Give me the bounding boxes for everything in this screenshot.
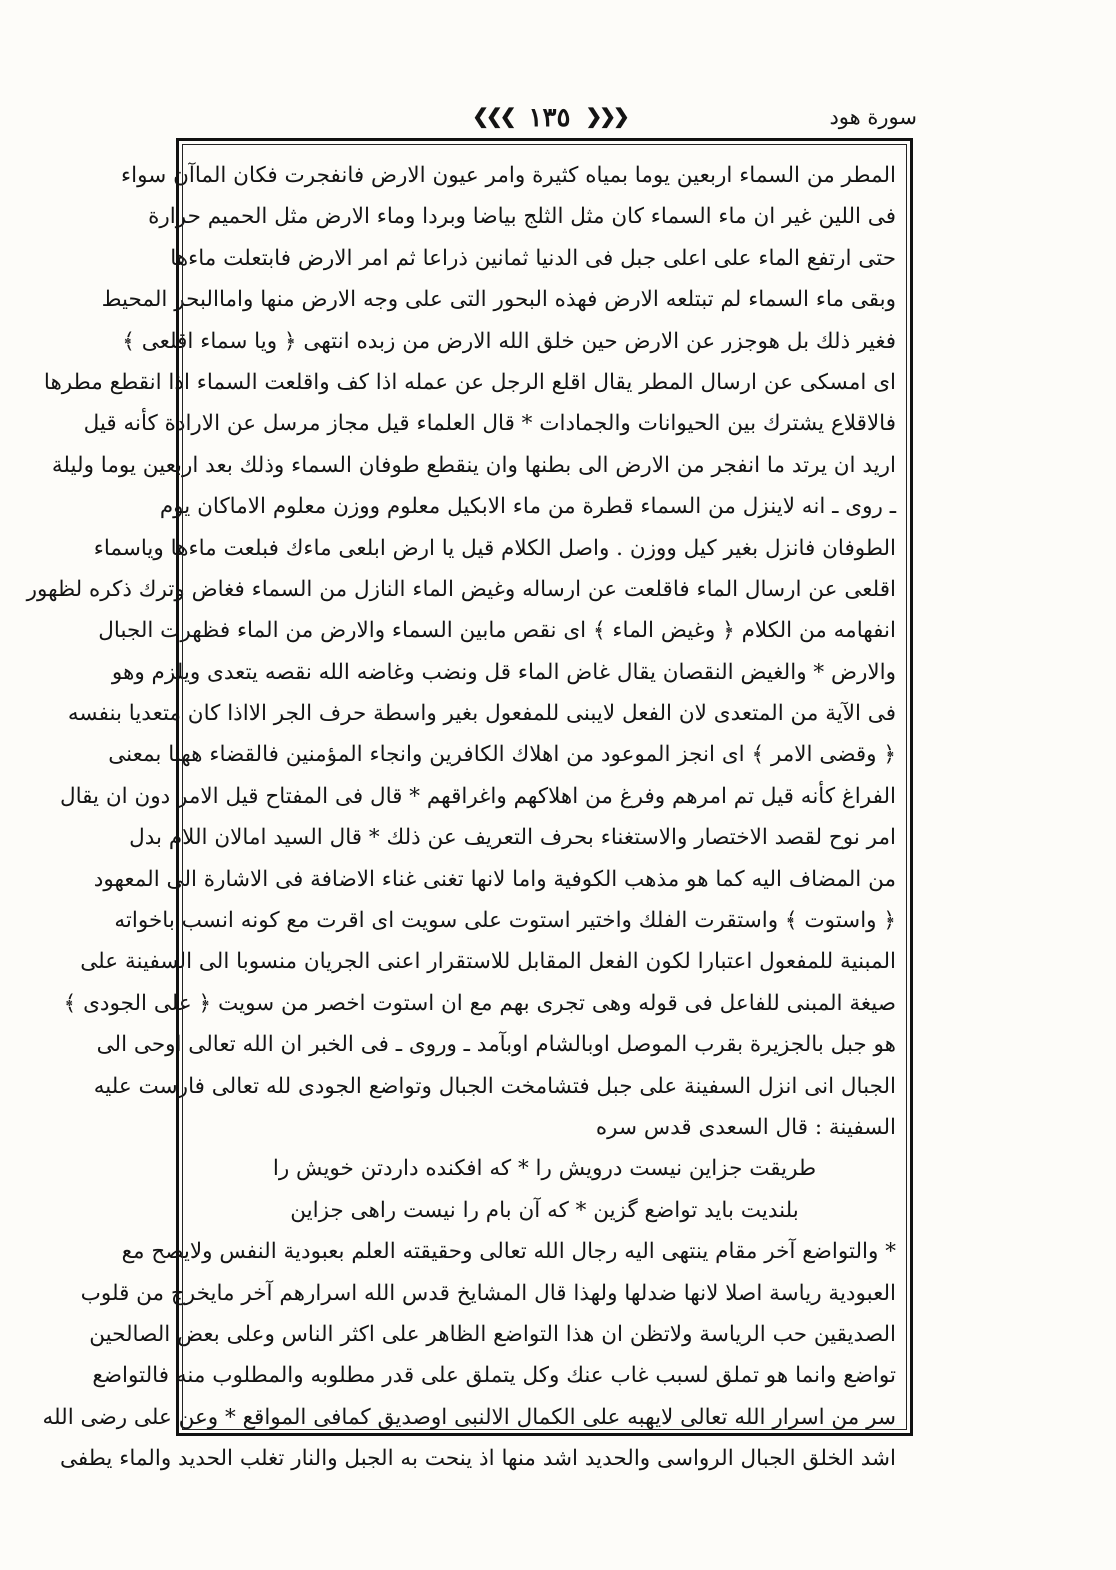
ornament-right-icon: ❮❮❮ bbox=[585, 104, 627, 128]
poem-line: طريقت جزاين نيست درويش را * كه افكنده داردتن خويش را bbox=[272, 1156, 817, 1182]
text-line: ﴿ وقضى الامر ﴾ اى انجز الموعود من اهلاك الكافرين وانجاء المؤمنين فالقضاء ههنا بمعنى bbox=[108, 742, 896, 768]
ornament-left-icon: ❯❯❯ bbox=[472, 104, 514, 128]
text-line: وبقى ماء السماء لم تبتلعه الارض فهذه البحور التى على وجه الارض منها واماالبحر المحيط bbox=[101, 287, 896, 313]
text-line: فالاقلاع يشترك بين الحيوانات والجمادات * قال العلماء قيل مجاز مرسل عن الارادة كأنه قيل bbox=[83, 411, 896, 437]
text-line: ـ روى ـ انه لاينزل من السماء قطرة من ماء الابكيل معلوم ووزن معلوم الاماكان يوم bbox=[159, 494, 896, 520]
text-line: المبنية للمفعول اعتبارا لكون الفعل المقابل للاستقرار اعنى الجريان منسوبا الى السفينة على bbox=[80, 949, 896, 975]
text-line: اشد الخلق الجبال الرواسى والحديد اشد منها اذ ينحت به الجبل والنار تغلب الحديد والماء يطفى bbox=[59, 1446, 896, 1472]
page-number-block bbox=[182, 103, 917, 133]
text-line: سر من اسرار الله تعالى لايهبه على الكمال الالنبى اوصديق كمافى المواقع * وعن على رضى الله bbox=[42, 1404, 896, 1430]
text-frame bbox=[26, 138, 913, 1472]
text-line: والارض * والغيض النقصان يقال غاض الماء قل ونضب وغاضه الله نقصه يتعدى ويلزم وهو bbox=[111, 659, 896, 685]
text-line: العبودية رياسة اصلا لانها ضدلها ولهذا قال المشايخ قدس الله اسرارهم آخر مايخرج من قلوب bbox=[80, 1280, 896, 1306]
text-line: الجبال انى انزل السفينة على جبل فتشامخت الجبال وتواضع الجودى لله تعالى فارست عليه bbox=[93, 1073, 896, 1099]
text-line: من المضاف اليه كما هو مذهب الكوفية واما لانها تغنى غناء الاضافة فى الاشارة الى المعهود bbox=[93, 866, 896, 892]
text-line: انفهامه من الكلام ﴿ وغيض الماء ﴾ اى نقص مابين السماء والارض من الماء فظهرت الجبال bbox=[98, 618, 896, 644]
text-line: حتى ارتفع الماء على اعلى جبل فى الدنيا ثمانين ذراعا ثم امر الارض فابتعلت ماءها bbox=[170, 245, 896, 271]
poem-line: بلنديت بايد تواضع گزين * كه آن بام را نيست راهى جزاين bbox=[290, 1197, 799, 1223]
page-number: ١٣٥ bbox=[528, 103, 571, 133]
text-line: فى الآية من المتعدى لان الفعل لايبنى للمفعول بغير واسطة حرف الجر الااذا كان متعديا بنفسه bbox=[67, 701, 896, 727]
text-line: الفراغ كأنه قيل تم امرهم وفرغ من اهلاكهم واغراقهم * قال فى المفتاح قيل الامر دون ان يقال bbox=[60, 783, 896, 809]
text-line: الطوفان فانزل بغير كيل ووزن . واصل الكلام قيل يا ارض ابلعى ماءك فبلعت ماءها وياسماء bbox=[93, 535, 896, 561]
text-line: اى امسكى عن ارسال المطر يقال اقلع الرجل عن عمله اذا كف واقلعت السماء اذا انقطع مطرها bbox=[43, 369, 896, 395]
text-line: اقلعى عن ارسال الماء فاقلعت عن ارساله وغيض الماء النازل من السماء فغاض وترك ذكره لظهور bbox=[26, 576, 896, 602]
text-line: امر نوح لقصد الاختصار والاستغناء بحرف التعريف عن ذلك * قال السيد امالان اللام بدل bbox=[129, 825, 896, 851]
body-text bbox=[26, 155, 896, 1472]
text-line: ﴿ واستوت ﴾ واستقرت الفلك واختير استوت على سويت اى اقرت مع كونه انسب باخواته bbox=[114, 908, 896, 934]
text-line: اريد ان يرتد ما انفجر من الارض الى بطنها وان ينقطع طوفان السماء وذلك بعد اربعين يوما وليلة bbox=[51, 452, 896, 478]
text-line: صيغة المبنى للفاعل فى قوله وهى تجرى بهم مع ان استوت اخصر من سويت ﴿ على الجودى ﴾ bbox=[63, 990, 896, 1016]
text-line: فى اللين غير ان ماء السماء كان مثل الثلج بياضا وبردا وماء الارض مثل الحميم حرارة bbox=[148, 204, 896, 230]
text-line: فغير ذلك بل هوجزر عن الارض حين خلق الله الارض من زبده انتهى ﴿ ويا سماء اقلعى ﴾ bbox=[122, 328, 896, 354]
text-line: تواضع وانما هو تملق لسبب غاب عنك وكل يتملق على قدر مطلوبه والمطلوب منه فالتواضع bbox=[92, 1363, 896, 1389]
page-header bbox=[182, 103, 917, 135]
text-line: * والتواضع آخر مقام ينتهى اليه رجال الله تعالى وحقيقته العلم بعبودية النفس ولايصح مع bbox=[121, 1239, 896, 1265]
text-line: المطر من السماء اربعين يوما بمياه كثيرة وامر عيون الارض فانفجرت فكان الماآن سواء bbox=[121, 163, 896, 188]
text-line: الصديقين حب الرياسة ولاتظن ان هذا التواضع الظاهر على اكثر الناس وعلى بعض الصالحين bbox=[89, 1321, 896, 1347]
surah-title: سورة هود bbox=[829, 105, 917, 129]
text-line: هو جبل بالجزيرة بقرب الموصل اوبالشام اوبآمد ـ وروى ـ فى الخبر ان الله تعالى اوحى الى bbox=[96, 1032, 896, 1058]
text-line: السفينة : قال السعدى قدس سره bbox=[595, 1114, 896, 1140]
